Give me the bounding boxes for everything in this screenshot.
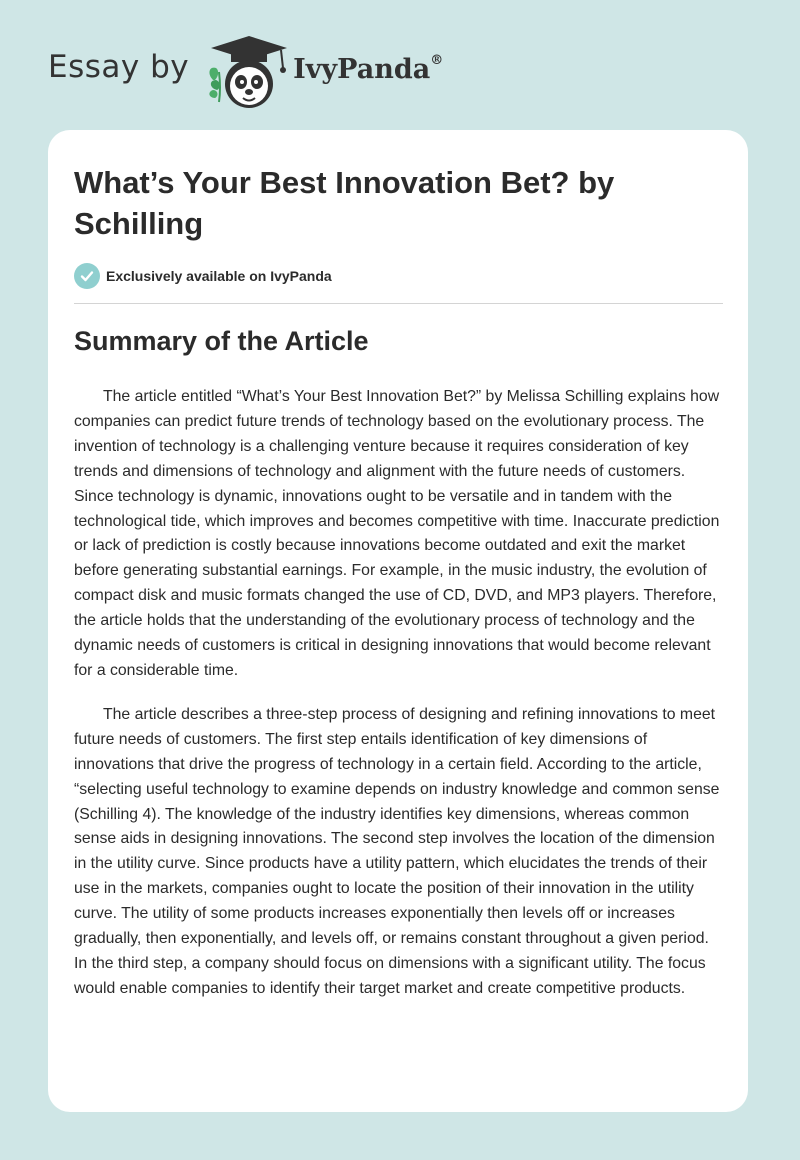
essay-card [48, 130, 748, 1112]
site-header [48, 32, 443, 112]
essay-title: What’s Your Best Innovation Bet? by Schilling [74, 165, 615, 241]
section-heading: Summary of the Article [74, 326, 369, 356]
exclusive-label: Exclusively available on IvyPanda [106, 268, 332, 284]
brand-name-text: IvyPanda [293, 53, 431, 85]
article-body [74, 385, 725, 1021]
panda-graduate-logo-icon[interactable] [203, 32, 295, 112]
paragraph: The article describes a three-step process of designing and refining innovations to meet future needs of customers. The first step entails identification of key dimensions of innovations that drive the progress of technology in a certain field. According to the article, “selecting useful technology to examine depends on industry knowledge and common sense (Schilling 4). The knowledge of the industry identifies key dimensions, whereas common sense aids in designing innovations. The second step involves the location of the dimension in the utility curve. Since products have a utility pattern, which elucidates the trends of their use in the markets, companies ought to locate the position of their innovation in the utility curve. The utility of some products increases exponentially then levels off or increases gradually, then exponentially, and levels off, or remains constant throughout a given period. In the third step, a company should focus on dimensions with a significant utility. The focus would enable companies to identify their target market and create competitive products. [74, 705, 720, 997]
divider [74, 303, 723, 304]
exclusive-notice [74, 263, 332, 289]
essay-by-label: Essay by [48, 49, 190, 85]
registered-mark: ® [430, 52, 444, 68]
check-icon [74, 263, 100, 289]
paragraph: The article entitled “What’s Your Best Innovation Bet?” by Melissa Schilling explains how companies can predict future trends of technology based on the evolutionary process. The invention of technology is a challenging venture because it requires consideration of key trends and dimensions of technology and alignment with the future needs of customers. Since technology is dynamic, innovations ought to be versatile and in tandem with the technological tide, which improves and becomes competitive with time. Inaccurate prediction or lack of prediction is costly because innovations become outdated and exit the market before generating substantial earnings. For example, in the music industry, the evolution of compact disk and music formats changed the use of CD, DVD, and MP3 players. Therefore, the article holds that the understanding of the evolutionary process of technology and the dynamic needs of customers is critical in designing innovations that would become relevant for a considerable time. [74, 388, 720, 679]
brand-name[interactable] [293, 54, 443, 85]
